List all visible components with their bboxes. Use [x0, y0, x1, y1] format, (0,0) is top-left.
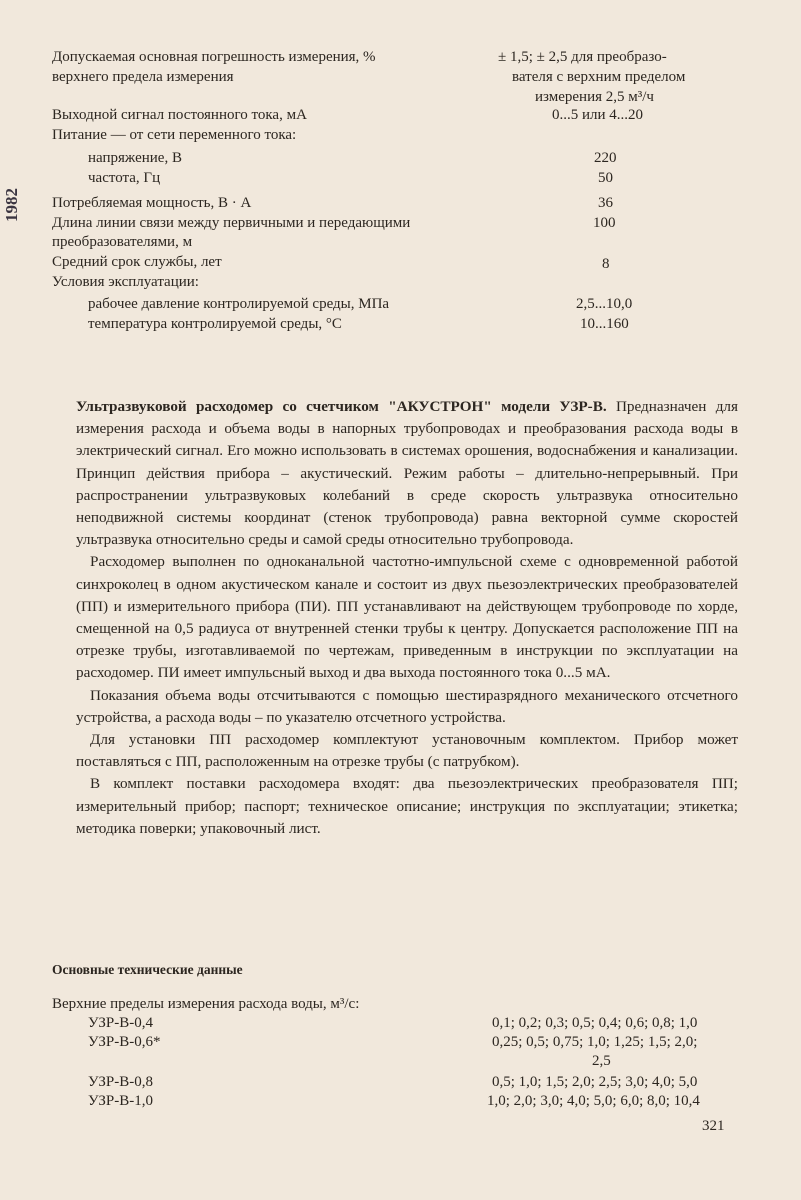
- spec-value-line-length: 100: [593, 215, 616, 231]
- tech-value-0-4: 0,1; 0,2; 0,3; 0,5; 0,4; 0,6; 0,8; 1,0: [492, 1015, 698, 1031]
- tech-model-1-0: УЗР-В-1,0: [88, 1093, 154, 1109]
- section-intro-text: Предназначен для измерения расхода и объема воды в напорных трубопроводах и преобразования расхода воды в электрический сигнал. Его можно использовать в системах орошения, водоснабжения и канализации. Принцип действия прибора – акустический. Режим работы – длительно-непрерывный. При распространении ультразвуковых колебаний в среде скорость ультразвука относительно неподвижной системы координат (стенок трубопровода) равна векторной сумме скоростей ультразвука относительно среды и самой среды относительно трубопровода.: [76, 398, 738, 549]
- spec-label-output: Выходной сигнал постоянного тока, мА: [52, 107, 307, 123]
- spec-value-consumption: 36: [598, 195, 613, 211]
- tech-model-0-6: УЗР-В-0,6*: [88, 1034, 161, 1050]
- section-paragraph-4: Для установки ПП расходомер комплектуют установочным комплектом. Прибор может поставляться с ПП, расположенным на отрезке трубы (с патрубком).: [76, 731, 738, 771]
- spec-label-operating-conditions: Условия эксплуатации:: [52, 274, 199, 290]
- tech-value-0-6-line-2: 2,5: [592, 1053, 611, 1069]
- tech-value-0-6-line-1: 0,25; 0,5; 0,75; 1,0; 1,25; 1,5; 2,0;: [492, 1034, 698, 1050]
- spec-value-output: 0...5 или 4...20: [552, 107, 644, 123]
- spec-label-voltage: напряжение, В: [88, 150, 182, 166]
- spec-label-line-length-1: Длина линии связи между первичными и передающими: [52, 215, 411, 231]
- tech-heading: Основные технические данные: [52, 962, 243, 977]
- spec-label-service-life: Средний срок службы, лет: [52, 254, 222, 270]
- spec-value-error-2: вателя с верхним пределом: [512, 69, 686, 85]
- spec-label-consumption: Потребляемая мощность, В · А: [52, 195, 252, 211]
- tech-value-0-8: 0,5; 1,0; 1,5; 2,0; 2,5; 3,0; 4,0; 5,0: [492, 1074, 698, 1090]
- tech-intro: Верхние пределы измерения расхода воды, м³/с:: [52, 996, 360, 1012]
- section-paragraph-5: В комплект поставки расходомера входят: два пьезоэлектрических преобразователя ПП; измерительный прибор; паспорт; техническое описание; инструкция по эксплуатации; этикетка; методика поверки; упаковочный лист.: [76, 775, 738, 837]
- spec-label-pressure: рабочее давление контролируемой среды, МПа: [88, 296, 390, 312]
- section-paragraph-1: [76, 396, 738, 551]
- tech-model-0-4: УЗР-В-0,4: [88, 1015, 154, 1031]
- spec-label-error-1: Допускаемая основная погрешность измерения, %: [52, 49, 376, 65]
- tech-value-1-0: 1,0; 2,0; 3,0; 4,0; 5,0; 6,0; 8,0; 10,4: [487, 1093, 700, 1109]
- page-number: 321: [702, 1118, 725, 1134]
- section-paragraph-3: Показания объема воды отсчитываются с помощью шестиразрядного механического отсчетного устройства, а расхода воды – по указателю отсчетного устройства.: [76, 686, 738, 726]
- spec-value-pressure: 2,5...10,0: [576, 296, 633, 312]
- spec-value-frequency: 50: [598, 170, 613, 186]
- spec-value-service-life: 8: [602, 256, 610, 272]
- spec-label-temperature: температура контролируемой среды, °С: [88, 316, 342, 332]
- spec-value-error-1: ± 1,5; ± 2,5 для преобразо-: [498, 49, 667, 65]
- tech-model-0-8: УЗР-В-0,8: [88, 1074, 154, 1090]
- section-body: [76, 396, 738, 840]
- section-paragraph-2: Расходомер выполнен по одноканальной частотно-импульсной схеме с одновременной работой синхроколец в одном акустическом канале и состоит из двух пьезоэлектрических преобразователей (ПП) и измерительного прибора (ПИ). ПП устанавливают на действующем трубопроводе по хорде, смещенной на 0,5 радиуса от внутренней стенки трубы к центру. Допускается расположение ПП на отрезке трубы, изготавливаемой по чертежам, приведенным в инструкции по эксплуатации на расходомер. ПИ имеет импульсный выход и два выхода постоянного тока 0...5 мА.: [76, 553, 738, 682]
- spec-label-error-2: верхнего предела измерения: [52, 69, 234, 85]
- spec-value-temperature: 10...160: [580, 316, 629, 332]
- spec-value-voltage: 220: [594, 150, 617, 166]
- spec-label-line-length-2: преобразователями, м: [52, 234, 193, 250]
- section-heading: Ультразвуковой расходомер со счетчиком "АКУСТРОН" модели УЗР-В.: [76, 398, 607, 415]
- margin-handwritten-note: 1982: [2, 188, 21, 222]
- spec-label-frequency: частота, Гц: [88, 170, 161, 186]
- spec-label-power-supply: Питание — от сети переменного тока:: [52, 127, 297, 143]
- spec-value-error-3: измерения 2,5 м³/ч: [535, 89, 654, 105]
